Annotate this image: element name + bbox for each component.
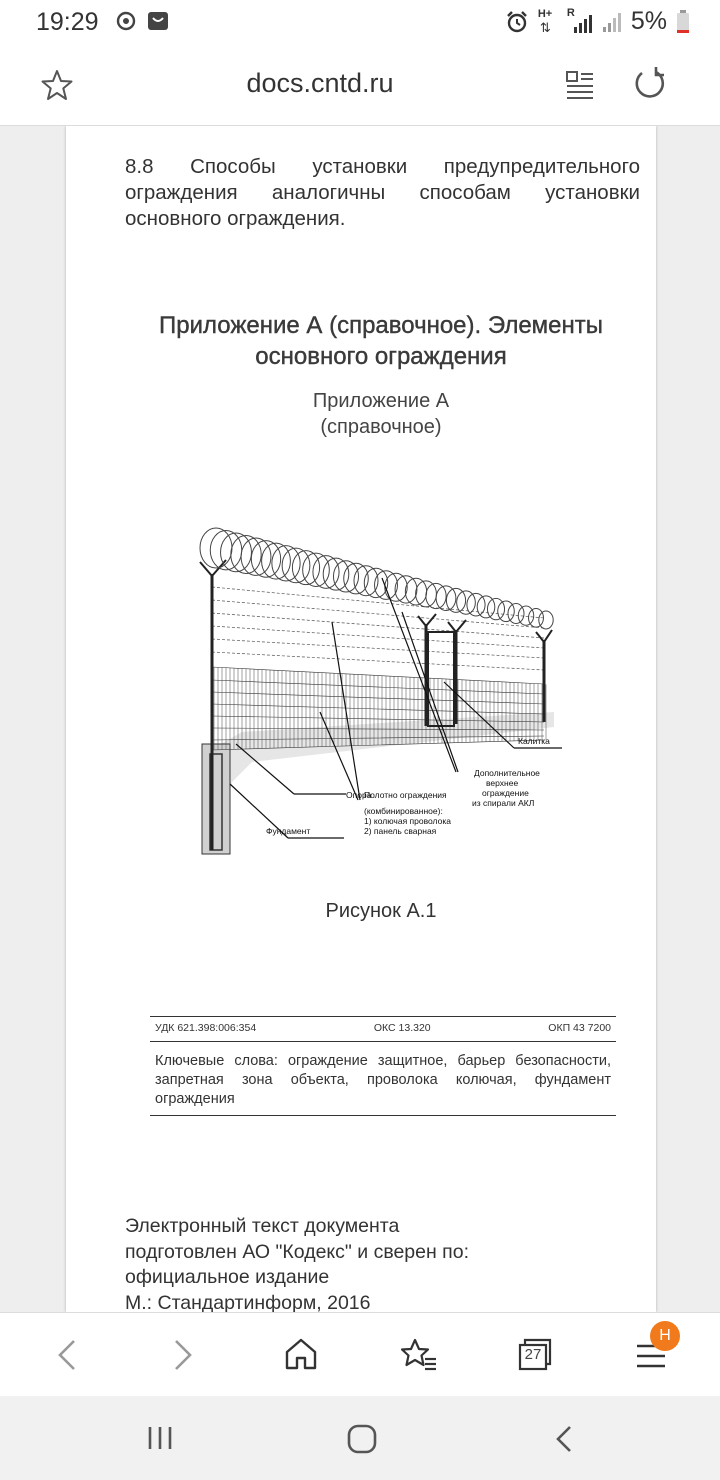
network-h-label: H+ bbox=[537, 7, 553, 20]
source-line3: официальное издание bbox=[125, 1266, 330, 1288]
label-canvas-4: 2) панель сварная bbox=[364, 826, 437, 836]
signal-icon bbox=[567, 8, 593, 36]
network-type-indicator bbox=[538, 8, 558, 36]
appendix-title-line1: Приложение А (справочное). Элементы bbox=[158, 312, 604, 339]
paragraph-8-8: 8.8 Способы установки предупредительного ограждения аналогичны способам установки основного ограждения. bbox=[125, 155, 640, 230]
tabs-button[interactable] bbox=[518, 1337, 552, 1371]
label-canvas-3: 1) колючая проволока bbox=[364, 816, 451, 826]
fence-figure bbox=[192, 522, 562, 857]
roaming-label: R bbox=[566, 6, 575, 19]
signal-icon bbox=[602, 11, 622, 33]
okp-code: ОКП 43 7200 bbox=[548, 1022, 611, 1034]
classification-block bbox=[150, 1016, 616, 1116]
data-arrows-icon: ⇅ bbox=[539, 19, 551, 35]
back-nav-icon[interactable] bbox=[552, 1424, 578, 1454]
keywords: Ключевые слова: ограждение защитное, барьер безопасности, запретная зона объекта, проволока колючая, фундамент ограждения bbox=[155, 1053, 611, 1107]
appendix-sub-line1: Приложение А bbox=[312, 390, 450, 412]
reload-icon[interactable] bbox=[632, 66, 668, 102]
label-canvas-1: Полотно ограждения bbox=[364, 790, 447, 800]
system-navigation-bar bbox=[0, 1396, 720, 1480]
url-address[interactable]: docs.cntd.ru bbox=[246, 68, 394, 98]
label-extra-1: Дополнительное bbox=[474, 768, 540, 778]
alarm-icon bbox=[505, 10, 529, 34]
menu-notification-badge: Н bbox=[650, 1321, 680, 1351]
status-time: 19:29 bbox=[36, 8, 99, 36]
bag-icon bbox=[147, 10, 169, 32]
browser-toolbar bbox=[0, 1312, 720, 1396]
label-foundation: Фундамент bbox=[266, 826, 311, 836]
url-bar bbox=[0, 46, 720, 126]
source-line2: подготовлен АО "Кодекс" и сверен по: bbox=[125, 1240, 470, 1263]
bookmarks-icon[interactable] bbox=[400, 1337, 438, 1373]
label-canvas-2: (комбинированное): bbox=[364, 806, 443, 816]
home-nav-icon[interactable] bbox=[346, 1424, 378, 1454]
label-post: Опора bbox=[346, 790, 372, 800]
tab-count: 27 bbox=[524, 1346, 542, 1363]
reader-mode-icon[interactable] bbox=[566, 70, 594, 100]
source-line4: М.: Стандартинформ, 2016 bbox=[125, 1291, 371, 1312]
appendix-subtitle bbox=[106, 388, 656, 440]
web-content[interactable] bbox=[0, 126, 720, 1312]
back-icon[interactable] bbox=[52, 1337, 82, 1373]
battery-icon bbox=[676, 10, 690, 34]
recents-icon[interactable] bbox=[146, 1424, 176, 1452]
appendix-sub-line2: (справочное) bbox=[320, 416, 442, 438]
barbed-wire bbox=[212, 587, 544, 670]
label-extra-4: из спирали АКЛ bbox=[472, 798, 535, 808]
appendix-title-line2: основного ограждения bbox=[255, 343, 507, 370]
home-icon[interactable] bbox=[284, 1337, 318, 1371]
label-extra-2: верхнее bbox=[486, 778, 519, 788]
udk-code: УДК 621.398:006:354 bbox=[155, 1022, 257, 1034]
sync-icon bbox=[115, 10, 137, 32]
foundation-shape bbox=[202, 744, 230, 854]
source-note bbox=[125, 1214, 625, 1312]
status-bar bbox=[0, 0, 720, 46]
appendix-title bbox=[106, 310, 656, 372]
document-page bbox=[66, 126, 656, 1312]
battery-percent: 5% bbox=[630, 7, 667, 35]
label-extra-3: ограждение bbox=[482, 788, 529, 798]
label-gate: Калитка bbox=[518, 736, 550, 746]
figure-caption: Рисунок А.1 bbox=[325, 900, 437, 922]
source-line1: Электронный текст документа bbox=[125, 1215, 400, 1237]
oks-code: ОКС 13.320 bbox=[373, 1022, 431, 1034]
forward-icon[interactable] bbox=[168, 1337, 198, 1373]
